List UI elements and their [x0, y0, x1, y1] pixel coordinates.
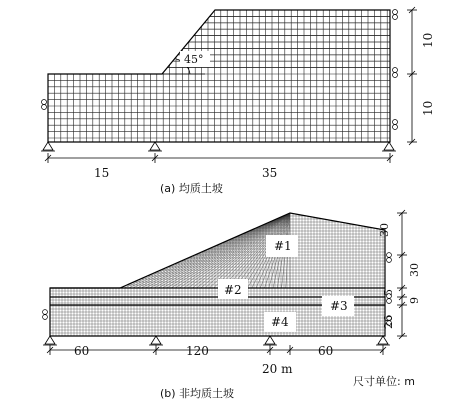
pin-support-icon: [149, 336, 163, 345]
dim-right-bottom: 10: [421, 100, 435, 116]
dim-right-top: 10: [421, 32, 435, 48]
pin-support-icon: [41, 142, 55, 151]
dim-bottom-left: 15: [94, 166, 110, 180]
pin-support-icon: [43, 336, 57, 345]
dim-right-b-2: 30: [408, 263, 421, 277]
dim-bottom-b-4: 20 m: [262, 362, 293, 376]
dim-bottom-b-3: 60: [318, 344, 334, 358]
dimension-bottom-a: [45, 153, 393, 163]
angle-label: 45°: [184, 53, 204, 66]
layer-1-label: #1: [274, 239, 292, 253]
dimension-right-b: [397, 210, 407, 339]
dim-right-b-4: 9: [408, 297, 421, 304]
slope-b-outline: [50, 213, 385, 336]
caption-b: (b) 非均质土坡: [160, 387, 235, 400]
dim-bottom-right: 35: [262, 166, 278, 180]
dim-bottom-b-1: 60: [74, 344, 90, 358]
roller-support-icon: [393, 120, 398, 130]
roller-support-icon: [43, 310, 48, 320]
roller-support-icon: [393, 10, 398, 20]
roller-support-icon: [387, 253, 392, 263]
roller-support-icon: [42, 100, 47, 110]
mesh-a: [48, 10, 390, 142]
dim-bottom-b-2: 120: [186, 344, 209, 358]
caption-a: (a) 均质土坡: [160, 182, 223, 195]
layer-2-label: #2: [224, 283, 242, 297]
pin-support-icon: [382, 142, 396, 151]
mesh-b: [50, 210, 385, 336]
pin-support-icon: [263, 336, 277, 345]
layer-3-label: #3: [330, 299, 348, 313]
dimension-bottom-b: [47, 345, 386, 355]
unit-note: 尺寸单位: m: [353, 375, 415, 388]
pin-support-icon: [376, 336, 390, 345]
roller-support-icon: [393, 68, 398, 78]
layer-4-label: #4: [271, 315, 289, 329]
dim-right-b-5: 26: [382, 315, 395, 329]
dim-right-b-3: 5: [382, 289, 395, 296]
pin-support-icon: [148, 142, 162, 151]
dim-right-b-1: 30: [378, 223, 391, 237]
dimension-right-a: [407, 7, 417, 145]
